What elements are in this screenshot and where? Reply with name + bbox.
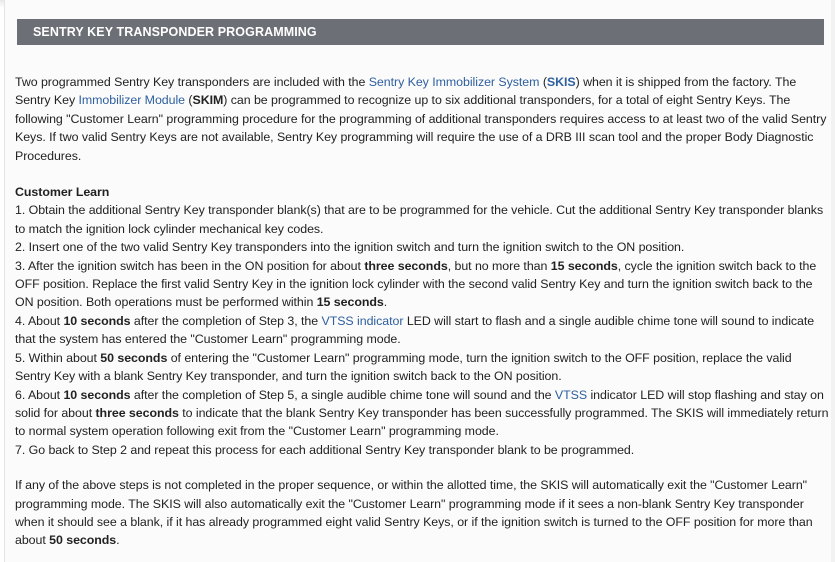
- emphasis: 50 seconds: [100, 350, 168, 365]
- emphasis: 10 seconds: [63, 313, 131, 328]
- immobilizer-module-link[interactable]: Immobilizer Module: [78, 93, 186, 108]
- final-text: .: [116, 533, 120, 548]
- step-3: [15, 257, 829, 312]
- step-text: 3. After the ignition switch has been in the ON position for about: [15, 258, 365, 273]
- article-container: [4, 0, 831, 562]
- intro-text: (: [185, 93, 193, 108]
- vtss-indicator-link[interactable]: VTSS indicator: [321, 313, 404, 328]
- emphasis: 15 seconds: [550, 258, 618, 273]
- skis-abbr: SKIS: [546, 75, 576, 89]
- emphasis: 50 seconds: [49, 533, 117, 548]
- step-5: [15, 349, 829, 386]
- emphasis: 15 seconds: [316, 295, 384, 310]
- step-text: .: [383, 295, 388, 310]
- step-text: 5. Within about: [15, 350, 101, 365]
- emphasis: 10 seconds: [63, 387, 131, 402]
- step-7: 7. Go back to Step 2 and repeat this process for each additional Sentry Key transponder blank to be programmed.: [15, 442, 635, 457]
- skis-link[interactable]: Sentry Key Immobilizer System: [368, 75, 540, 89]
- skis-abbr-link[interactable]: [547, 75, 576, 89]
- step-text: after the completion of Step 3, the: [130, 313, 322, 328]
- section-title: SENTRY KEY TRANSPONDER PROGRAMMING: [33, 25, 317, 39]
- step-2: 2. Insert one of the two valid Sentry Key transponders into the ignition switch and turn the ignition switch to the ON position.: [15, 240, 685, 255]
- final-paragraph: [15, 476, 829, 550]
- emphasis: three seconds: [364, 258, 448, 273]
- intro-text: Two programmed Sentry Key transponders are included with the: [15, 75, 369, 89]
- intro-text: ) when it is shipped from the factory. The Sentry Key: [15, 75, 797, 108]
- intro-paragraph: [15, 73, 829, 165]
- step-text: , cycle the ignition switch back to the OFF position. Replace the first valid Sentry Key in the ignition lock cylinder with the second valid Sentry Key and turn the ignition switch back to the ON position. Both operations must be performed within: [15, 258, 817, 310]
- vtss-link[interactable]: VTSS: [554, 387, 588, 402]
- step-text: to indicate that the blank Sentry Key transponder has been successfully programmed. The SKIS will immediately return to normal system operation following exit from the "Customer Learn" programming mode.: [15, 405, 829, 439]
- skim-abbr: SKIM: [192, 93, 224, 108]
- step-6: [15, 386, 829, 441]
- article-body: [15, 73, 829, 550]
- step-text: 4. About: [15, 313, 64, 328]
- step-text: of entering the "Customer Learn" programming mode, turn the ignition switch to the OFF position, replace the valid Sentry Key with a blank Sentry Key transponder, and turn the ignition switch back to the ON position.: [15, 350, 792, 384]
- intro-text: (: [539, 75, 547, 89]
- step-text: indicator LED will stop flashing and stay on solid for about: [15, 387, 824, 420]
- emphasis: three seconds: [95, 405, 179, 420]
- customer-learn-title: Customer Learn: [15, 185, 110, 200]
- step-text: , but no more than: [447, 258, 551, 273]
- section-header: [17, 19, 824, 45]
- step-4: [15, 312, 829, 349]
- step-text: after the completion of Step 5, a single audible chime tone will sound and the: [130, 387, 555, 402]
- intro-text: ) can be programmed to recognize up to six additional transponders, for a total of eight Sentry Keys. The following "Customer Learn" programming procedure for the programming of additional transponders requires access to at least two of the valid Sentry Keys. If two valid Sentry Keys are not available, Sentry Key programming will require the use of a DRB III scan tool and the proper Body Diagnostic Procedures.: [15, 93, 827, 163]
- step-1: 1. Obtain the additional Sentry Key transponder blank(s) that are to be programmed for the vehicle. Cut the additional Sentry Key transponder blanks to match the ignition lock cylinder mechanical key codes.: [15, 203, 824, 236]
- step-text: LED will start to flash and a single audible chime tone will sound to indicate that the system has entered the "Customer Learn" programming mode.: [15, 313, 815, 347]
- step-text: 6. About: [15, 387, 64, 402]
- final-text: If any of the above steps is not completed in the proper sequence, or within the allotted time, the SKIS will automatically exit the "Customer Learn" programming mode. The SKIS will also automatically exit the "Customer Learn" programming mode if it sees a non-blank Sentry Key transponder when it should see a blank, if it has already programmed eight valid Sentry Keys, or if the ignition switch is turned to the OFF position for more than about: [15, 478, 813, 548]
